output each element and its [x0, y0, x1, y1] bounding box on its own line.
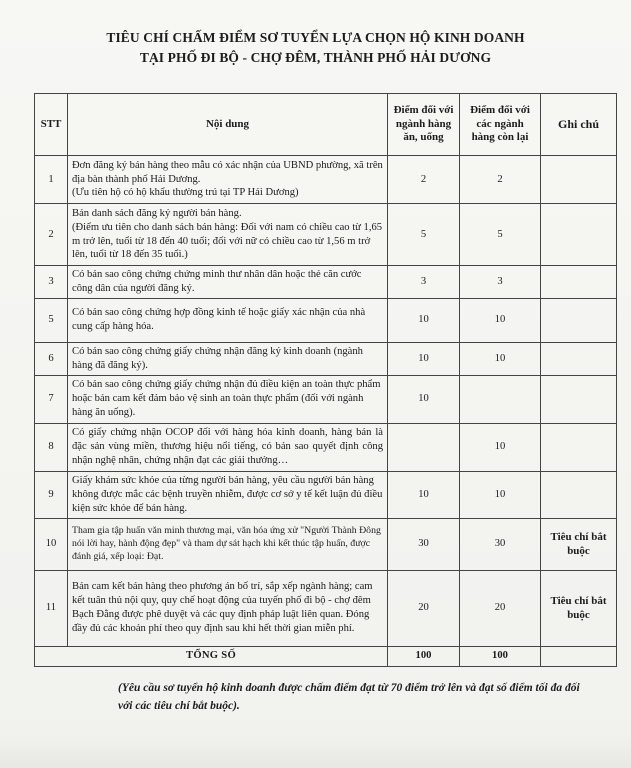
table-header-row [35, 94, 617, 156]
row-score-other: 30 [460, 518, 541, 570]
row-stt: 5 [35, 298, 68, 342]
row-note [541, 204, 617, 266]
row-note [541, 342, 617, 375]
row-score-food: 2 [388, 156, 460, 204]
row-stt: 3 [35, 266, 68, 299]
row-score-other: 10 [460, 471, 541, 518]
row-score-food: 10 [388, 342, 460, 375]
row-stt: 11 [35, 570, 68, 646]
row-note [541, 298, 617, 342]
row-note [541, 156, 617, 204]
table-row [35, 342, 617, 375]
row-content: Đơn đăng ký bán hàng theo mẫu có xác nhận của UBND phường, xã trên địa bàn thành phố Hải Dương. (Ưu tiên hộ có hộ khẩu thường trú tại TP Hải Dương) [68, 156, 388, 204]
total-label: TỔNG SỐ [35, 646, 388, 666]
row-score-food: 10 [388, 471, 460, 518]
row-content: Bản danh sách đăng ký người bán hàng. (Điểm ưu tiên cho danh sách bán hàng: Đối với nam có chiều cao từ 1,65 m trở lên, tuổi từ 18 đến 40 tuổi; đối với nữ có chiều cao từ 1,56 m trở lên, tuổi từ 18 đến 35 tuổi.) [68, 204, 388, 266]
footnote: (Yêu cầu sơ tuyển hộ kinh doanh được chấm điểm đạt từ 70 điểm trở lên và đạt số điểm tối đa đối với các tiêu chí bắt buộc). [118, 682, 580, 712]
row-stt: 7 [35, 375, 68, 423]
row-note [541, 423, 617, 471]
row-stt: 2 [35, 204, 68, 266]
row-content: Bản cam kết bán hàng theo phương án bố trí, sắp xếp ngành hàng; cam kết tuân thủ nội quy, quy chế hoạt động của tuyến phố đi bộ - chợ đêm Bạch Đằng được phê duyệt và các quy định pháp luật liên quan. Đóng đầy đủ các khoản phí theo quy định sau khi hết thời gian miễn phí. [68, 570, 388, 646]
row-content: Giấy khám sức khỏe của từng người bán hàng, yêu cầu người bán hàng không được mắc các bệnh truyền nhiễm, được cơ sở y tế kết luận đủ điều kiện sức khỏe để bán hàng. [68, 471, 388, 518]
row-content: Có bản sao công chứng chứng minh thư nhân dân hoặc thẻ căn cước công dân của người đăng ký. [68, 266, 388, 299]
row-note: Tiêu chí bắt buộc [541, 570, 617, 646]
table-row [35, 204, 617, 266]
row-score-other: 5 [460, 204, 541, 266]
table-row [35, 375, 617, 423]
row-score-other: 10 [460, 423, 541, 471]
row-content: Có bản sao công chứng giấy chứng nhận đăng ký kinh doanh (ngành hàng đã đăng ký). [68, 342, 388, 375]
row-score-other: 3 [460, 266, 541, 299]
row-content: Có bản sao công chứng hợp đồng kinh tế hoặc giấy xác nhận của nhà cung cấp hàng hóa. [68, 298, 388, 342]
row-score-other: 10 [460, 298, 541, 342]
header-score-other: Điểm đối với các ngành hàng còn lại [460, 94, 541, 156]
row-score-other: 2 [460, 156, 541, 204]
row-stt: 8 [35, 423, 68, 471]
row-score-other [460, 375, 541, 423]
table-row [35, 266, 617, 299]
row-stt: 6 [35, 342, 68, 375]
document-title-line2: TẠI PHỐ ĐI BỘ - CHỢ ĐÊM, THÀNH PHỐ HẢI DƯƠNG [139, 50, 492, 65]
row-content: Có bản sao công chứng giấy chứng nhận đủ điều kiện an toàn thực phẩm hoặc bản cam kết đảm bảo vệ sinh an toàn thực phẩm (đối với ngành hàng ăn uống). [68, 375, 388, 423]
row-stt: 1 [35, 156, 68, 204]
row-score-food: 10 [388, 375, 460, 423]
table-row [35, 471, 617, 518]
header-content: Nội dung [68, 94, 388, 156]
table-row [35, 423, 617, 471]
table-total-row [35, 646, 617, 666]
table-row [35, 156, 617, 204]
table-row [35, 570, 617, 646]
row-score-other: 20 [460, 570, 541, 646]
row-score-food: 5 [388, 204, 460, 266]
row-content: Có giấy chứng nhận OCOP đối với hàng hóa kinh doanh, hàng bán là đặc sản vùng miền, thương hiệu nổi tiếng, có bản sao quyết định công nhận nghệ nhân, chứng nhận đạt các giải thưởng… [68, 423, 388, 471]
document-title-line1: TIÊU CHÍ CHẤM ĐIỂM SƠ TUYỂN LỰA CHỌN HỘ KINH DOANH [106, 30, 525, 45]
row-note [541, 471, 617, 518]
row-score-food: 10 [388, 298, 460, 342]
row-score-food: 20 [388, 570, 460, 646]
row-note [541, 375, 617, 423]
row-content: Tham gia tập huấn văn minh thương mại, văn hóa ứng xử "Người Thành Đông nói lời hay, hành động đẹp" và tham dự sát hạch khi kết thúc tập huấn, được đánh giá, xếp loại: Đạt. [68, 518, 388, 570]
row-score-other: 10 [460, 342, 541, 375]
row-score-food: 3 [388, 266, 460, 299]
row-score-food: 30 [388, 518, 460, 570]
row-stt: 9 [35, 471, 68, 518]
row-note [541, 266, 617, 299]
row-note: Tiêu chí bắt buộc [541, 518, 617, 570]
row-stt: 10 [35, 518, 68, 570]
criteria-table [34, 93, 617, 667]
header-stt: STT [35, 94, 68, 156]
total-score-food: 100 [388, 646, 460, 666]
total-score-other: 100 [460, 646, 541, 666]
total-note [541, 646, 617, 666]
table-row [35, 518, 617, 570]
header-score-food: Điểm đối với ngành hàng ăn, uống [388, 94, 460, 156]
page-edge [0, 736, 631, 768]
table-row [35, 298, 617, 342]
row-score-food [388, 423, 460, 471]
header-note: Ghi chú [541, 94, 617, 156]
